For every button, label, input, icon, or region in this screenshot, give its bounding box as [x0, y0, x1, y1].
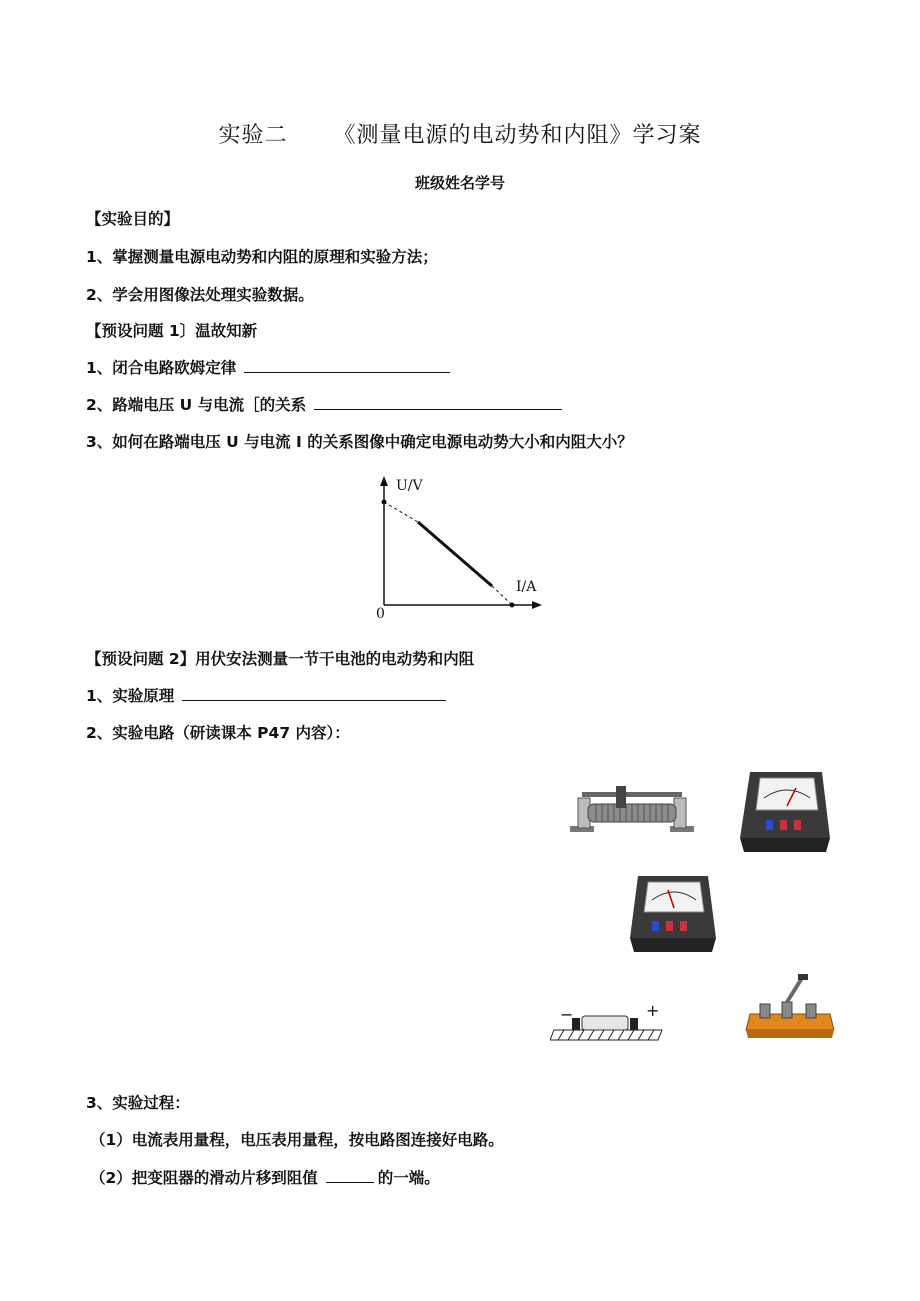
origin-label: 0	[376, 606, 385, 620]
question1-heading: 【预设问题 1〕温故知新	[86, 322, 258, 340]
battery-holder-base	[550, 1030, 662, 1040]
u-i-graph	[360, 470, 550, 620]
switch-blade[interactable]	[787, 978, 802, 1002]
x-intercept-point	[510, 603, 515, 608]
u-i-line	[418, 522, 492, 586]
switch-base-side	[746, 1030, 834, 1038]
battery-image	[550, 1000, 668, 1046]
battery-cell	[582, 1016, 628, 1030]
title-part1: 实验二	[218, 123, 288, 148]
terminal-red[interactable]	[794, 820, 801, 830]
process-step-1: （1）电流表用量程，电压表用量程，按电路图连接好电路。	[90, 1131, 504, 1149]
question1-item-3: 3、如何在路端电压 U 与电流 I 的关系图像中确定电源电动势大小和内阻大小？	[86, 433, 633, 451]
title-part2: 《测量电源的电动势和内阻》学习案	[333, 123, 702, 148]
answer-blank[interactable]	[314, 393, 562, 410]
question2-item-1-text: 1、实验原理	[86, 687, 175, 705]
answer-blank[interactable]	[182, 684, 446, 701]
rheostat-slider[interactable]	[616, 786, 626, 808]
x-axis-arrow	[532, 601, 542, 609]
x-axis-label: I/A	[516, 579, 537, 595]
y-intercept-point	[382, 500, 387, 505]
switch-post-middle	[782, 1002, 792, 1018]
switch-image	[742, 972, 834, 1042]
battery-clip-right	[630, 1018, 638, 1030]
terminal-red[interactable]	[666, 921, 673, 931]
switch-post-left	[760, 1004, 770, 1018]
ammeter-image	[736, 768, 832, 856]
question1-item-1-text: 1、闭合电路欧姆定律	[86, 359, 237, 377]
process-heading: 3、实验过程：	[86, 1094, 190, 1112]
extrapolation-lower	[492, 586, 512, 605]
question2-item-2: 2、实验电路（研读课本 P47 内容）：	[86, 724, 350, 742]
switch-handle[interactable]	[798, 974, 808, 980]
voltmeter-image	[626, 872, 718, 956]
rheostat-image	[566, 782, 696, 844]
y-axis-arrow	[380, 476, 388, 486]
student-info-line: 班级姓名学号	[414, 174, 505, 192]
question1-item-1	[86, 356, 450, 378]
goal-heading: 【实验目的】	[86, 210, 180, 228]
extrapolation-upper	[384, 502, 418, 522]
terminal-red[interactable]	[780, 820, 787, 830]
process-step-2-text: （2）把变阻器的滑动片移到阻值	[90, 1169, 318, 1187]
question2-heading: 【预设问题 2】用伏安法测量一节干电池的电动势和内阻	[86, 650, 475, 668]
meter-base	[630, 938, 716, 952]
question2-item-1	[86, 684, 446, 706]
terminal-blue[interactable]	[766, 820, 773, 830]
y-axis-label: U/V	[396, 478, 423, 494]
rheostat-rail	[582, 792, 682, 797]
terminal-blue[interactable]	[652, 921, 659, 931]
process-step-2	[90, 1166, 440, 1188]
goal-item-1: 1、掌握测量电源电动势和内阻的原理和实验方法；	[86, 248, 438, 266]
terminal-red[interactable]	[680, 921, 687, 931]
switch-post-right	[806, 1004, 816, 1018]
question1-item-2	[86, 393, 562, 415]
meter-base	[740, 838, 830, 852]
battery-minus-sign: −	[560, 1005, 574, 1024]
process-step-2-end: 的一端。	[377, 1169, 440, 1187]
goal-item-2: 2、学会用图像法处理实验数据。	[86, 286, 314, 304]
page-title	[0, 118, 920, 149]
answer-blank[interactable]	[244, 356, 450, 373]
question1-item-2-text: 2、路端电压 U 与电流［的关系	[86, 396, 307, 414]
answer-blank[interactable]	[326, 1166, 374, 1183]
battery-plus-sign: +	[646, 1001, 660, 1020]
